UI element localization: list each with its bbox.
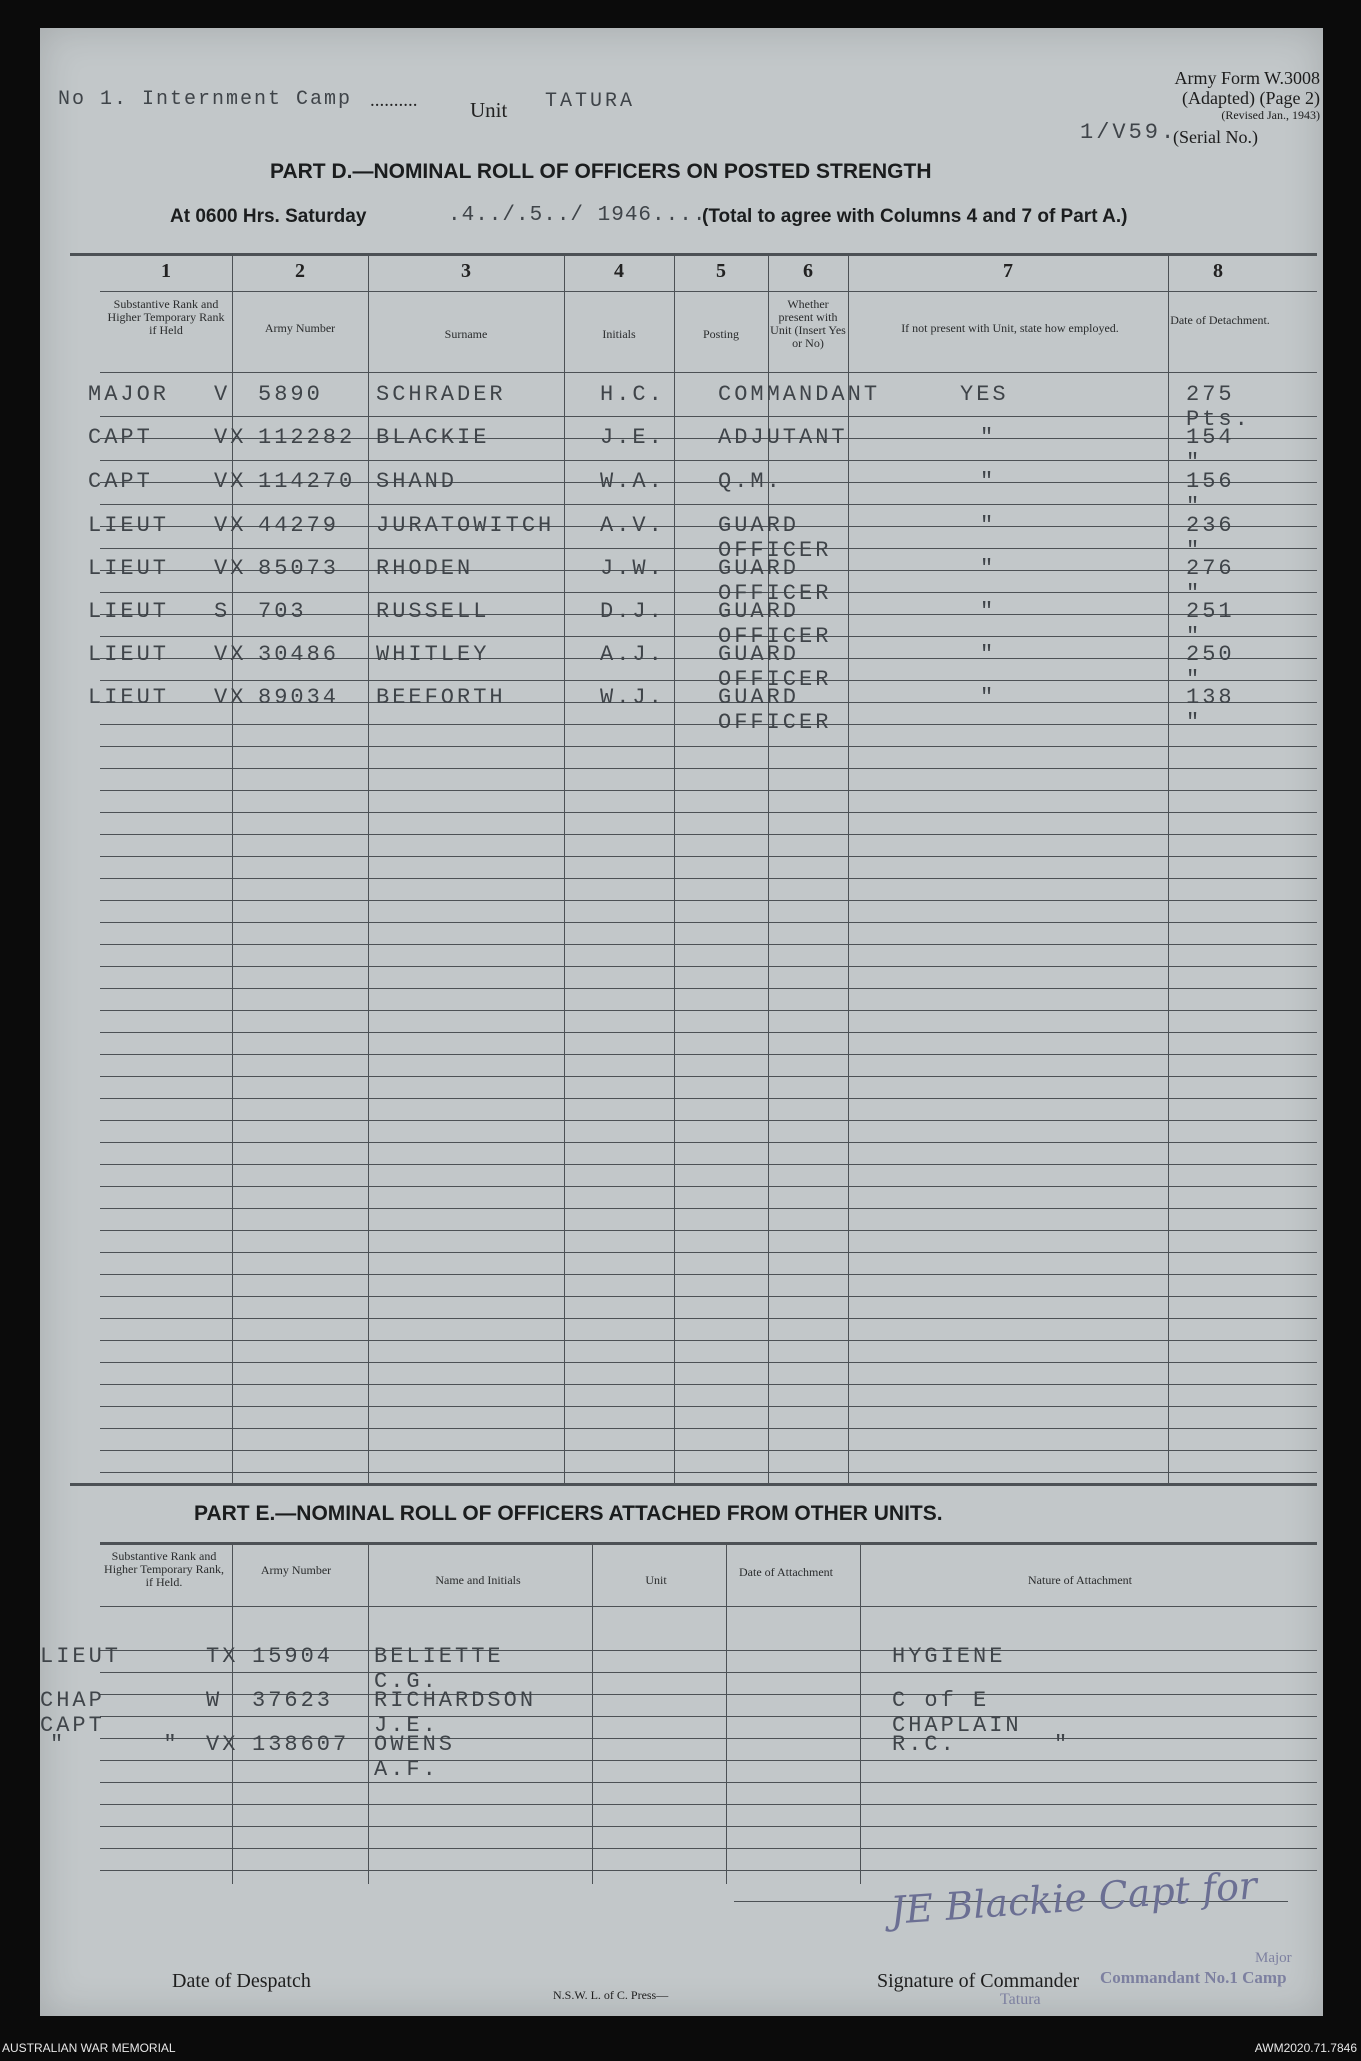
cell-number: 114270 xyxy=(258,469,356,494)
cell-initials: J.W. xyxy=(600,556,665,581)
cell-posting: GUARD OFFICER xyxy=(718,685,832,735)
cell-initials: A.J. xyxy=(600,642,665,667)
column-rule xyxy=(592,1542,593,1884)
cell-prefix: W xyxy=(206,1688,223,1713)
cell-date: 250 " xyxy=(1186,642,1235,692)
col-number: 3 xyxy=(461,260,471,282)
form-sheet xyxy=(40,28,1323,2016)
e-header-name: Name and Initials xyxy=(435,1573,521,1587)
stamp-camp: Commandant No.1 Camp xyxy=(1100,1968,1287,1987)
row-rule xyxy=(100,1296,1317,1297)
row-rule xyxy=(100,1076,1317,1077)
part-d-title: PART D.—NOMINAL ROLL OF OFFICERS ON POSTED STRENGTH xyxy=(270,160,932,183)
part-d-at: At 0600 Hrs. Saturday xyxy=(170,206,367,227)
cell-date: 251 " xyxy=(1186,599,1235,649)
table-e-header-rule xyxy=(100,1606,1317,1607)
column-rule xyxy=(860,1542,861,1884)
col-number: 7 xyxy=(1003,260,1013,282)
col-number: 6 xyxy=(803,260,813,282)
cell-prefix: VX xyxy=(214,642,247,667)
cell-initials: J.E. xyxy=(600,425,665,450)
col-header-detachment: Date of Detachment. xyxy=(1170,313,1270,327)
form-revised: (Revised Jan., 1943) xyxy=(1221,108,1320,122)
cell-posting: Q.M. xyxy=(718,469,783,494)
col-header-rank: Substantive Rank and Higher Temporary Rank if Held xyxy=(107,297,225,337)
cell-present: " xyxy=(980,556,997,581)
col-number: 5 xyxy=(716,260,726,282)
e-header-army-number: Army Number xyxy=(260,1563,332,1577)
row-rule xyxy=(100,1274,1317,1275)
row-rule xyxy=(100,834,1317,835)
cell-rank: LIEUT xyxy=(40,1644,122,1669)
cell-number: 44279 xyxy=(258,513,340,538)
cell-prefix: VX xyxy=(214,469,247,494)
row-rule xyxy=(100,1252,1317,1253)
cell-surname: BLACKIE xyxy=(376,425,490,450)
row-rule xyxy=(100,1672,1317,1673)
row-rule xyxy=(100,1716,1317,1717)
cell-present: YES xyxy=(960,382,1009,407)
cell-present: " xyxy=(980,599,997,624)
cell-initials: W.J. xyxy=(600,685,665,710)
col-number: 2 xyxy=(295,260,305,282)
cell-prefix: VX xyxy=(214,685,247,710)
col-number: 1 xyxy=(161,260,171,282)
column-rule xyxy=(726,1542,727,1884)
cell-number: 703 xyxy=(258,599,307,624)
cell-rank: LIEUT xyxy=(88,556,170,581)
row-rule xyxy=(100,592,1317,593)
row-rule xyxy=(100,900,1317,901)
part-d-total: (Total to agree with Columns 4 and 7 of Part A.) xyxy=(702,206,1128,227)
cell-rank: LIEUT xyxy=(88,599,170,624)
row-rule xyxy=(100,1362,1317,1363)
part-e-title: PART E.—NOMINAL ROLL OF OFFICERS ATTACHED FROM OTHER UNITS. xyxy=(194,1502,943,1525)
cell-date: 156 " xyxy=(1186,469,1235,519)
unit-dots: .......... xyxy=(370,90,418,111)
col-header-employed: If not present with Unit, state how employed. xyxy=(901,321,1119,335)
table-e-top-rule xyxy=(100,1542,1317,1545)
cell-rank: LIEUT xyxy=(88,685,170,710)
cell-posting: COMMANDANT xyxy=(718,382,881,407)
serial-value: 1/V59. xyxy=(1080,120,1178,145)
row-rule xyxy=(100,1208,1317,1209)
row-rule xyxy=(100,724,1317,725)
cell-rank: CAPT xyxy=(88,425,153,450)
cell-initials: D.J. xyxy=(600,599,665,624)
cell-posting: GUARD OFFICER xyxy=(718,599,832,649)
row-rule xyxy=(100,1384,1317,1385)
cell-initials: W.A. xyxy=(600,469,665,494)
row-rule xyxy=(100,966,1317,967)
cell-posting: ADJUTANT xyxy=(718,425,848,450)
table-d-top-rule xyxy=(70,253,1317,256)
row-rule xyxy=(100,768,1317,769)
row-rule xyxy=(100,790,1317,791)
column-rule xyxy=(232,1542,233,1884)
e-header-nature: Nature of Attachment xyxy=(1028,1573,1132,1587)
cell-surname: SCHRADER xyxy=(376,382,506,407)
cell-present: " xyxy=(980,642,997,667)
cell-surname: RHODEN xyxy=(376,556,474,581)
cell-date: 138 " xyxy=(1186,685,1235,735)
form-adapted: (Adapted) (Page 2) xyxy=(1182,88,1320,108)
table-d-bottom-rule xyxy=(70,1483,1317,1486)
row-rule xyxy=(100,1826,1317,1827)
cell-prefix: V xyxy=(214,382,231,407)
col-header-army-number: Army Number xyxy=(264,321,336,335)
col-number: 8 xyxy=(1213,260,1223,282)
row-rule xyxy=(100,1472,1317,1473)
row-rule xyxy=(100,746,1317,747)
cell-surname: WHITLEY xyxy=(376,642,490,667)
cell-number: 89034 xyxy=(258,685,340,710)
row-rule xyxy=(100,812,1317,813)
cell-name: OWENS A.F. xyxy=(374,1732,456,1782)
cell-nature: C of E CHAPLAIN xyxy=(892,1688,1022,1738)
cell-rank: " " xyxy=(50,1732,180,1757)
serial-label: (Serial No.) xyxy=(1173,127,1258,147)
cell-posting: GUARD OFFICER xyxy=(718,513,832,563)
row-rule xyxy=(100,1450,1317,1451)
cell-posting: GUARD OFFICER xyxy=(718,642,832,692)
col-header-initials: Initials xyxy=(602,327,636,341)
col-number: 4 xyxy=(614,260,624,282)
part-d-date: .4../.5../ 1946.... xyxy=(448,204,707,227)
despatch-label: Date of Despatch xyxy=(172,1970,311,1992)
cell-prefix: TX xyxy=(206,1644,239,1669)
cell-rank: MAJOR xyxy=(88,382,170,407)
archive-accession: AWM2020.71.7846 xyxy=(1254,2041,1357,2055)
row-rule xyxy=(100,1120,1317,1121)
form-number: Army Form W.3008 xyxy=(1174,68,1320,88)
stamp-major: Major xyxy=(1255,1950,1292,1966)
cell-nature: HYGIENE xyxy=(892,1644,1006,1669)
archive-credit: AUSTRALIAN WAR MEMORIAL xyxy=(2,2041,176,2055)
row-rule xyxy=(100,1010,1317,1011)
unit-prefix: No 1. Internment Camp xyxy=(58,88,353,111)
row-rule xyxy=(100,680,1317,681)
unit-value: TATURA xyxy=(545,90,636,113)
cell-name: RICHARDSON J.E. xyxy=(374,1688,537,1738)
cell-date: 236 " xyxy=(1186,513,1235,563)
e-header-rank: Substantive Rank and Higher Temporary Rank, if Held. xyxy=(104,1549,224,1589)
cell-rank: LIEUT xyxy=(88,642,170,667)
row-rule xyxy=(100,1406,1317,1407)
cell-present: " xyxy=(980,469,997,494)
cell-surname: SHAND xyxy=(376,469,458,494)
cell-surname: BEEFORTH xyxy=(376,685,506,710)
row-rule xyxy=(100,856,1317,857)
col-header-present: Whether present with Unit (Insert Yes or No) xyxy=(770,297,846,350)
e-header-date: Date of Attachment xyxy=(739,1565,833,1579)
cell-rank: LIEUT xyxy=(88,513,170,538)
row-rule xyxy=(100,416,1317,417)
row-rule xyxy=(100,878,1317,879)
table-d-header-rule xyxy=(100,372,1317,373)
row-rule xyxy=(100,1782,1317,1783)
cell-rank: CAPT xyxy=(88,469,153,494)
cell-date: 275 Pts. xyxy=(1186,382,1251,432)
row-rule xyxy=(100,988,1317,989)
row-rule xyxy=(100,504,1317,505)
row-rule xyxy=(100,1186,1317,1187)
row-rule xyxy=(100,1230,1317,1231)
table-d-number-rule xyxy=(100,291,1317,292)
row-rule xyxy=(100,1032,1317,1033)
row-rule xyxy=(100,1848,1317,1849)
cell-prefix: VX xyxy=(214,556,247,581)
cell-number: 37623 xyxy=(252,1688,334,1713)
press-label: N.S.W. L. of C. Press— xyxy=(553,1988,669,2002)
stamp-place: Tatura xyxy=(1000,1991,1041,2008)
cell-prefix: S xyxy=(214,599,231,624)
row-rule xyxy=(100,1098,1317,1099)
cell-date: 276 " xyxy=(1186,556,1235,606)
row-rule xyxy=(100,636,1317,637)
cell-initials: H.C. xyxy=(600,382,665,407)
row-rule xyxy=(100,1340,1317,1341)
cell-number: 5890 xyxy=(258,382,323,407)
col-header-surname: Surname xyxy=(444,327,488,341)
cell-name: BELIETTE C.G. xyxy=(374,1644,504,1694)
cell-surname: RUSSELL xyxy=(376,599,490,624)
column-rule xyxy=(368,1542,369,1884)
row-rule xyxy=(100,548,1317,549)
row-rule xyxy=(100,1318,1317,1319)
cell-present: " xyxy=(980,425,997,450)
row-rule xyxy=(100,1054,1317,1055)
cell-prefix: VX xyxy=(206,1732,239,1757)
cell-prefix: VX xyxy=(214,425,247,450)
row-rule xyxy=(100,1760,1317,1761)
cell-date: 154 " xyxy=(1186,425,1235,475)
cell-number: 112282 xyxy=(258,425,356,450)
cell-rank: CHAP CAPT xyxy=(40,1688,105,1738)
cell-surname: JURATOWITCH xyxy=(376,513,555,538)
col-header-posting: Posting xyxy=(702,327,739,341)
signature-label: Signature of Commander xyxy=(877,1970,1080,1992)
row-rule xyxy=(100,1428,1317,1429)
cell-posting: GUARD OFFICER xyxy=(718,556,832,606)
row-rule xyxy=(100,1164,1317,1165)
row-rule xyxy=(100,460,1317,461)
handwritten-signature: JE Blackie Capt for xyxy=(888,1863,1259,1933)
cell-number: 85073 xyxy=(258,556,340,581)
row-rule xyxy=(100,1804,1317,1805)
row-rule xyxy=(100,944,1317,945)
cell-initials: A.V. xyxy=(600,513,665,538)
cell-present: " xyxy=(980,513,997,538)
cell-prefix: VX xyxy=(214,513,247,538)
cell-number: 138607 xyxy=(252,1732,350,1757)
cell-number: 30486 xyxy=(258,642,340,667)
row-rule xyxy=(100,1142,1317,1143)
row-rule xyxy=(100,922,1317,923)
cell-number: 15904 xyxy=(252,1644,334,1669)
e-header-unit: Unit xyxy=(645,1573,667,1587)
unit-label: Unit xyxy=(470,98,508,122)
cell-nature: R.C. " xyxy=(892,1732,1071,1757)
cell-present: " xyxy=(980,685,997,710)
